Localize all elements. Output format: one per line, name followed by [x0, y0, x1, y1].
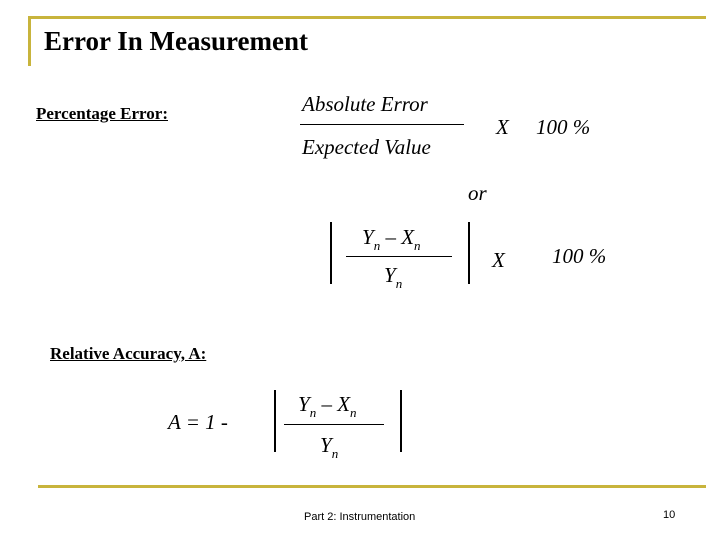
numerator-y: Y [298, 392, 310, 416]
fraction-line-3 [284, 424, 384, 425]
denominator-y-sub: n [395, 276, 403, 291]
numerator-y: Y [362, 225, 374, 249]
numerator-x: X [337, 392, 351, 416]
numerator-yn-minus-xn-3 [298, 392, 357, 420]
numerator-yn-minus-xn-2 [362, 225, 421, 253]
denominator-yn-3 [320, 433, 339, 461]
denominator-y: Y [384, 263, 396, 287]
footer-text: Part 2: Instrumentation [304, 511, 416, 523]
frame-top-line [28, 16, 706, 19]
denominator-y: Y [320, 433, 332, 457]
numerator-absolute-error: Absolute Error [302, 92, 428, 116]
numerator-y-sub: n [309, 405, 317, 420]
numerator-op: – [380, 225, 402, 249]
hundred-percent-2: 100 % [552, 244, 607, 268]
numerator-x-sub: n [350, 405, 357, 420]
page-number: 10 [663, 509, 676, 521]
abs-bar-right-3 [400, 390, 402, 452]
percentage-error-label: Percentage Error: [36, 104, 168, 123]
abs-bar-left-3 [274, 390, 276, 452]
denominator-y-sub: n [331, 446, 339, 461]
numerator-x-sub: n [414, 238, 421, 253]
times-symbol-1: X [496, 115, 509, 139]
fraction-line-1 [300, 124, 464, 125]
denominator-yn-2 [384, 263, 403, 291]
abs-bar-left-2 [330, 222, 332, 284]
times-symbol-2: X [492, 248, 505, 272]
denominator-expected-value: Expected Value [302, 135, 431, 159]
frame-left-line [28, 16, 31, 66]
slide-title: Error In Measurement [44, 26, 308, 56]
hundred-percent-1: 100 % [536, 115, 591, 139]
fraction-line-2 [346, 256, 452, 257]
or-label: or [468, 181, 487, 205]
numerator-x: X [401, 225, 415, 249]
numerator-op: – [316, 392, 338, 416]
frame-bottom-line [38, 485, 706, 488]
numerator-y-sub: n [373, 238, 381, 253]
accuracy-lhs: A = 1 - [168, 410, 228, 434]
abs-bar-right-2 [468, 222, 470, 284]
relative-accuracy-label: Relative Accuracy, A: [50, 344, 207, 363]
